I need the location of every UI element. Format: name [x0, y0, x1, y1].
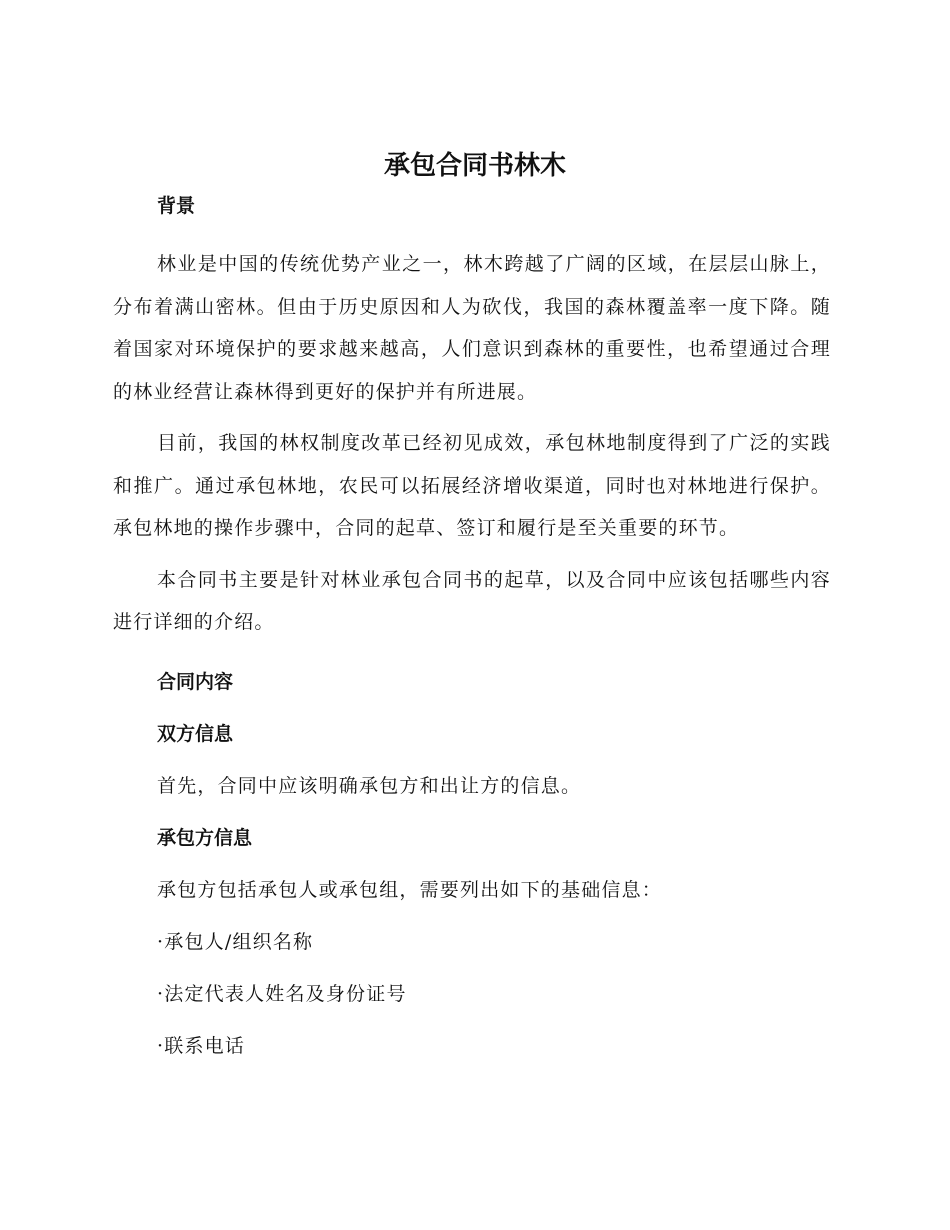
paragraph-background-2: 目前，我国的林权制度改革已经初见成效，承包林地制度得到了广泛的实践和推广。通过承包林地，农民可以拓展经济增收渠道，同时也对林地进行保护。承包林地的操作步骤中，合同的起草、签订和履行是至关重要的环节。: [113, 432, 831, 539]
list-item-contractor-name: ·承包人/组织名称: [157, 930, 314, 953]
section-heading-parties: 双方信息: [157, 722, 234, 745]
paragraph-background-1: 林业是中国的传统优势产业之一，林木跨越了广阔的区域，在层层山脉上，分布着满山密林。但由于历史原因和人为砍伐，我国的森林覆盖率一度下降。随着国家对环境保护的要求越来越高，人们意识到森林的重要性，也希望通过合理的林业经营让森林得到更好的保护并有所进展。: [113, 253, 831, 403]
list-item-phone: ·联系电话: [157, 1034, 246, 1057]
paragraph-parties: 首先，合同中应该明确承包方和出让方的信息。: [157, 774, 582, 797]
list-item-legal-representative: ·法定代表人姓名及身份证号: [157, 982, 407, 1005]
document-body: [113, 192, 831, 1060]
paragraph-contractor: 承包方包括承包人或承包组，需要列出如下的基础信息：: [157, 878, 663, 901]
section-heading-contract-content: 合同内容: [157, 670, 234, 693]
section-heading-contractor: 承包方信息: [157, 826, 253, 849]
paragraph-background-3: 本合同书主要是针对林业承包合同书的起草，以及合同中应该包括哪些内容进行详细的介绍。: [113, 568, 831, 633]
section-heading-background: 背景: [157, 195, 196, 217]
document-title: 承包合同书林木: [383, 151, 566, 181]
